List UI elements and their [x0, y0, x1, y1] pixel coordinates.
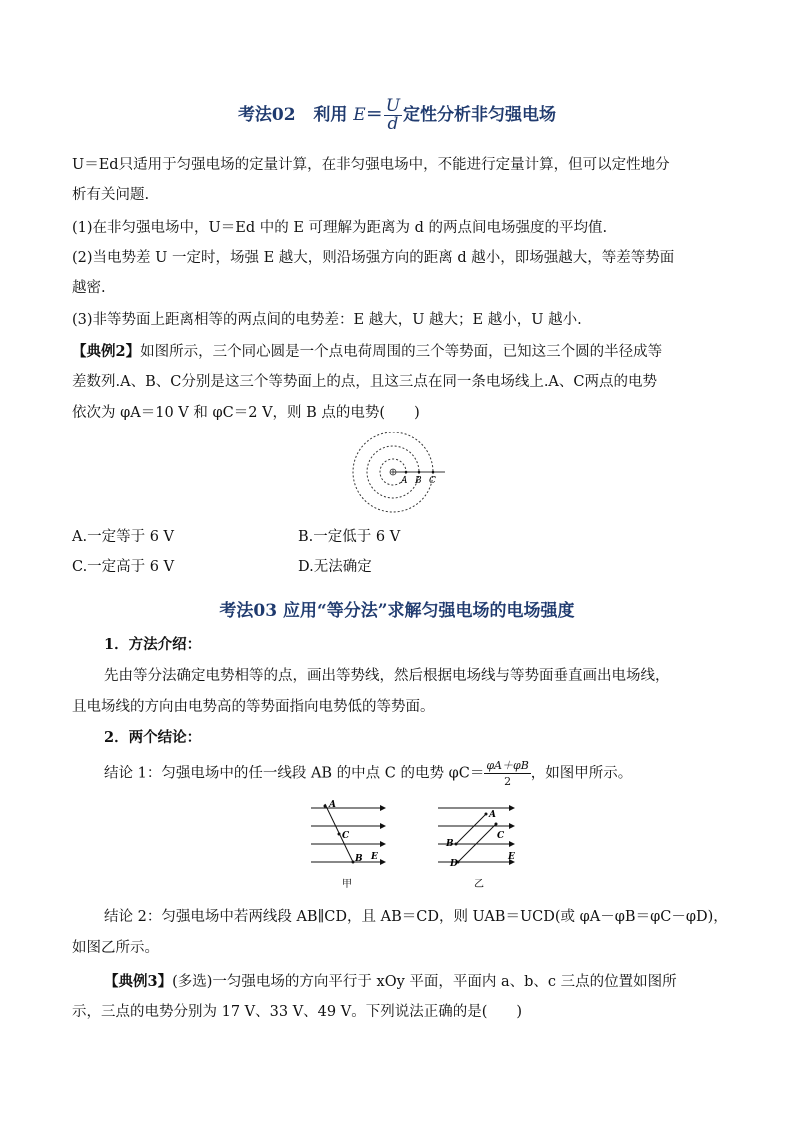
- conclusion-2a: 结论 2：匀强电场中若两线段 AB∥CD，且 AB＝CD，则 UAB＝UCD(或 φA－φB＝φC－φD)，: [104, 909, 728, 925]
- example-2-line-1: 【典例2】如图所示，三个同心圆是一个点电荷周围的三个等势面，已知这三个圆的半径成等: [72, 343, 663, 360]
- yi-label-D: D: [450, 859, 458, 869]
- yi-label-B: B: [446, 839, 454, 849]
- fig-label-B: B: [415, 476, 422, 486]
- title-fraction: $\frac{U}{d}$: [385, 96, 401, 134]
- yi-label-A: A: [489, 810, 496, 820]
- jia-label-A: A: [329, 800, 336, 810]
- option-b: B.一定低于 6 V: [298, 529, 401, 545]
- title-using: 利用: [313, 105, 348, 125]
- point-2: (2)当电势差 U 一定时，场强 E 越大，则沿场强方向的距离 d 越小，即场强越大，等差等势面: [72, 250, 675, 266]
- title-eq: ＝: [365, 105, 383, 125]
- fig-label-A: A: [401, 476, 408, 486]
- section-03-title: 考法03 应用“等分法”求解匀强电场的电场强度: [219, 601, 575, 621]
- method-text-1b: 且电场线的方向由电势高的等势面指向电势低的等势面。: [72, 699, 435, 715]
- fig-label-C: C: [429, 476, 436, 486]
- example-3-line-1: 【典例3】(多选)一匀强电场的方向平行于 xOy 平面，平面内 a、b、c 三点的位置如图所: [104, 973, 677, 990]
- example-3-line-2: 示，三点的电势分别为 17 V、33 V、49 V。下列说法正确的是( ): [72, 1004, 523, 1020]
- point-1: (1)在非匀强电场中，U＝Ed 中的 E 可理解为距离为 d 的两点间电场强度的平均值.: [72, 220, 608, 236]
- conclusion-1-fraction: $\frac{\varphi A+\varphi B}{2}$: [486, 759, 529, 788]
- caption-jia: 甲: [342, 879, 352, 890]
- jia-label-E: E: [371, 852, 378, 862]
- figure-yi: [430, 798, 530, 894]
- example-2-line-2: 差数列.A、B、C分别是这三个等势面上的点，且这三点在同一条电场线上.A、C两点的电势: [72, 374, 658, 390]
- jia-label-C: C: [342, 831, 350, 841]
- option-d: D.无法确定: [298, 559, 372, 575]
- example-3-label: 【典例3】: [104, 973, 173, 990]
- caption-yi: 乙: [474, 879, 484, 890]
- yi-label-C: C: [497, 831, 505, 841]
- yi-label-E: E: [508, 852, 515, 862]
- point-3: (3)非等势面上距离相等的两点间的电势差：E 越大，U 越大；E 越小，U 越小.: [72, 312, 582, 328]
- concentric-circles-figure: [345, 432, 455, 514]
- jia-label-B: B: [355, 854, 363, 864]
- figure-jia: [305, 798, 395, 894]
- conclusion-1: 结论 1：匀强电场中的任一线段 AB 的中点 C 的电势 φC＝ $\frac{\varphi A+\varphi B}{2}$ ，如图甲所示。: [104, 759, 633, 788]
- example-2-label: 【典例2】: [72, 343, 141, 360]
- title-prefix: 考法02: [237, 105, 296, 125]
- example-2-line-3: 依次为 φA＝10 V 和 φC＝2 V，则 B 点的电势( ): [72, 405, 420, 421]
- point-2-cont: 越密.: [72, 280, 106, 296]
- option-a: A.一定等于 6 V: [72, 529, 174, 545]
- method-heading-1: 1．方法介绍：: [104, 636, 202, 653]
- intro-line-2: 析有关问题.: [72, 187, 150, 203]
- method-heading-2: 2．两个结论：: [104, 729, 202, 746]
- method-text-1a: 先由等分法确定电势相等的点，画出等势线，然后根据电场线与等势面垂直画出电场线，: [104, 668, 670, 684]
- intro-line-1: U＝Ed只适用于匀强电场的定量计算，在非匀强电场中，不能进行定量计算，但可以定性地分: [72, 157, 670, 173]
- option-c: C.一定高于 6 V: [72, 559, 175, 575]
- title-E: E: [353, 105, 366, 125]
- conclusion-2b: 如图乙所示。: [72, 940, 159, 956]
- title-suffix: 定性分析非匀强电场: [403, 105, 557, 125]
- section-02-title: [0, 98, 794, 133]
